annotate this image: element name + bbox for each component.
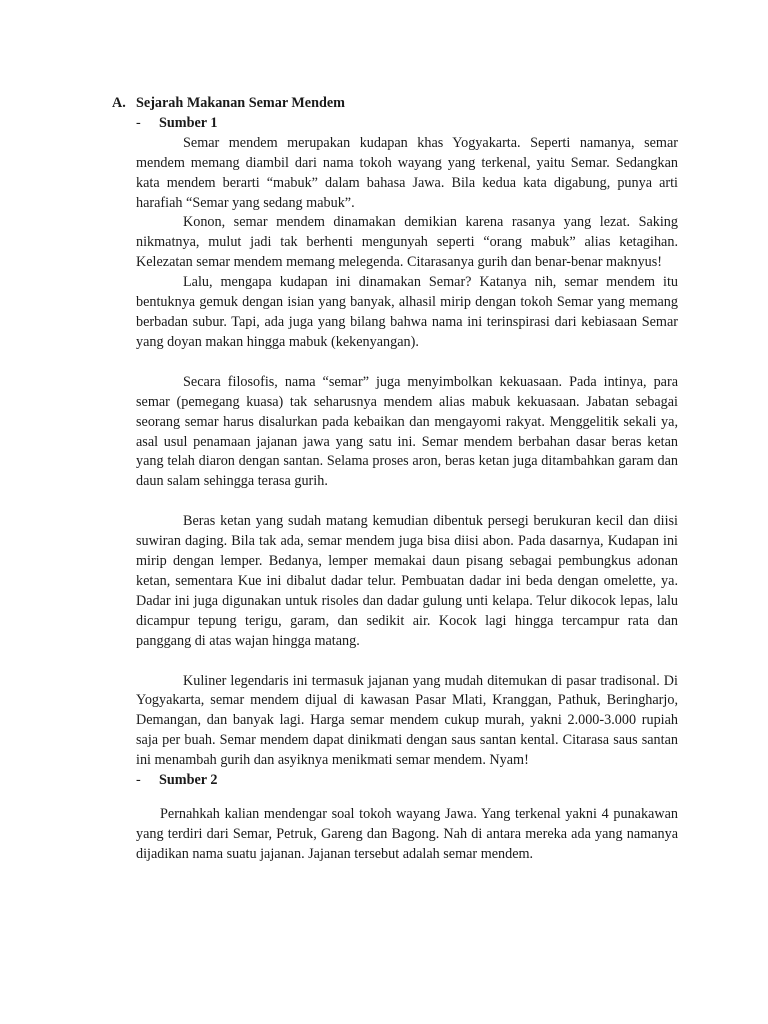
- source-1-heading: [112, 114, 678, 134]
- paragraph: Lalu, mengapa kudapan ini dinamakan Semar? Katanya nih, semar mendem itu bentuknya gemuk dengan isian yang banyak, alhasil mirip dengan tokoh Semar yang memang berbadan subur. Tapi, ada juga yang bilang bahwa nama ini terinspirasi dari kebiasaan Semar yang doyan makan hingga mabuk (kekenyangan).: [136, 274, 678, 350]
- section-heading: [112, 94, 678, 114]
- source-2-dash: -: [136, 772, 141, 789]
- paragraph: Beras ketan yang sudah matang kemudian dibentuk persegi berukuran kecil dan diisi suwiran daging. Bila tak ada, semar mendem juga bisa diisi abon. Pada dasarnya, Kudapan ini mirip dengan lemper. Bedanya, lemper memakai daun pisang sebagai pembungkus adonan ketan, sementara Kue ini dibalut dadar telur. Pembuatan dadar ini beda dengan omelette, ya. Dadar ini juga digunakan untuk risoles dan dadar gulung unti kelapa. Telur dikocok lepas, lalu dicampur tepung terigu, garam, dan sedikit air. Kocok lagi hingga tercampur rata dan panggang di atas wajan hingga matang.: [136, 513, 678, 649]
- section-title: Sejarah Makanan Semar Mendem: [136, 95, 345, 111]
- section-number: A.: [112, 95, 126, 111]
- paragraph: Pernahkah kalian mendengar soal tokoh wayang Jawa. Yang terkenal yakni 4 punakawan yang terdiri dari Semar, Petruk, Gareng dan Bagong. Nah di antara mereka ada yang namanya dijadikan nama suatu jajanan. Jajanan tersebut adalah semar mendem.: [136, 806, 678, 862]
- paragraph: Kuliner legendaris ini termasuk jajanan yang mudah ditemukan di pasar tradisonal. Di Yogyakarta, semar mendem dijual di kawasan Pasar Mlati, Kranggan, Pathuk, Beringharjo, Demangan, dan banyak lagi. Harga semar mendem cukup murah, yakni 2.000-3.000 rupiah saja per buah. Semar mendem dapat dinikmati dengan saus santan kental. Citarasa saus santan ini menambah gurih dan asyiknya menikmati semar mendem. Nyam!: [136, 672, 678, 769]
- paragraph: Secara filosofis, nama “semar” juga menyimbolkan kekuasaan. Pada intinya, para semar (pemegang kuasa) tak seharusnya mendem alias mabuk kekuasaan. Jabatan sebagai seorang semar harus disalurkan pada kebaikan dan mengayomi rakyat. Menggelitik sekali ya, asal usul penamaan jajanan jawa yang satu ini. Semar mendem berbahan dasar beras ketan yang telah diaron dengan santan. Selama proses aron, beras ketan juga ditambahkan garam dan daun salam sehingga terasa gurih.: [136, 373, 678, 490]
- paragraph: Semar mendem merupakan kudapan khas Yogyakarta. Seperti namanya, semar mendem memang diambil dari nama tokoh wayang yang terkenal, yaitu Semar. Sedangkan kata mendem berarti “mabuk” dalam bahasa Jawa. Bila kedua kata digabung, punya arti harafiah “Semar yang sedang mabuk”.: [136, 134, 678, 211]
- source-1-dash: -: [136, 114, 141, 131]
- source-2-body: [112, 805, 678, 865]
- document-content: [112, 94, 678, 865]
- paragraph: Konon, semar mendem dinamakan demikian karena rasanya yang lezat. Saking nikmatnya, mulut jadi tak berhenti mengunyah seperti “orang mabuk” alias ketagihan. Kelezatan semar mendem memang melegenda. Citarasanya gurih dan benar-benar maknyus!: [136, 214, 678, 271]
- source-1-label: Sumber 1: [159, 114, 218, 131]
- source-2-label: Sumber 2: [159, 772, 218, 789]
- source-2-heading: [112, 771, 678, 791]
- source-1-body: [112, 134, 678, 771]
